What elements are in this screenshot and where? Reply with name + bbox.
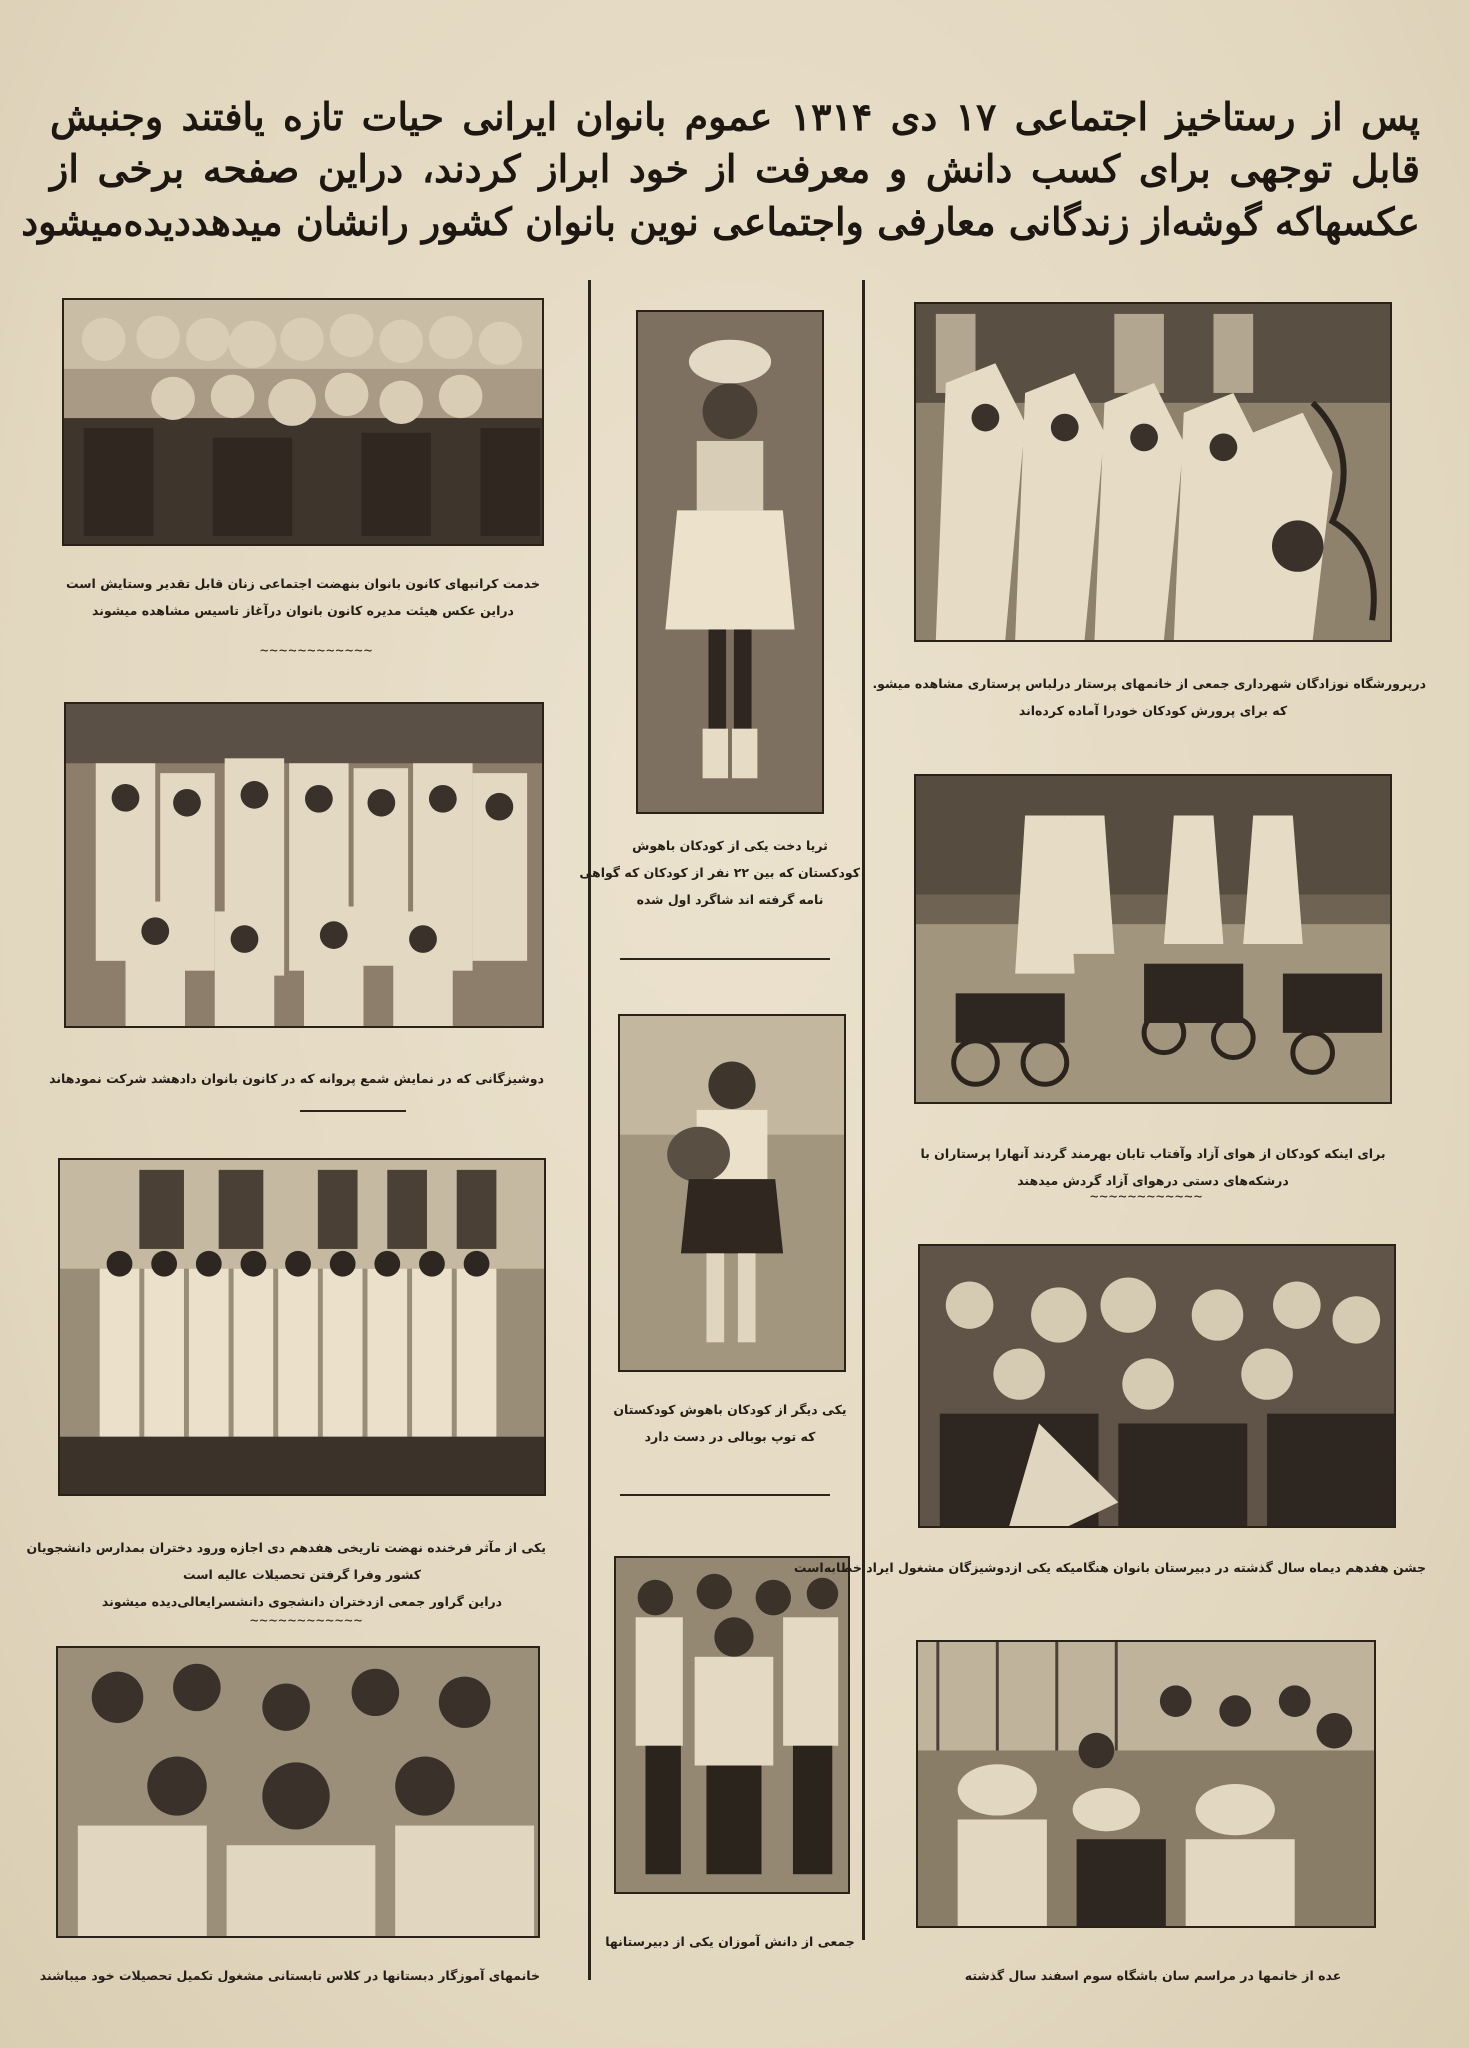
caption-board-of-directors: خدمت کرانبهای کانون بانوان بنهضت اجتماعی زنان قابل تقدیر وستایش است دراین عکس هیئت مدیره کانون بانوان درآغاز تاسیس مشاهده میشوند (66, 576, 540, 618)
caption-nurses-with-prams: برای اینکه کودکان از هوای آزاد وآفتاب تابان بهرمند گردند آنهارا پرستاران با درشکه‌های دستی درهوای آزاد گردش میدهند (920, 1146, 1386, 1188)
caption-high-school-speech: جشن هفدهم دیماه سال گذشته در دبیرستان بانوان هنگامیکه یکی ازدوشیزگان مشغول ایراد خطابه‌است (793, 1560, 1426, 1575)
photo-university-students (58, 1158, 546, 1496)
photo-kindergarten-girl-ball (618, 1014, 846, 1372)
photo-teachers-summer-class (56, 1646, 540, 1938)
divider-rule (620, 1494, 830, 1496)
column-rule-left (588, 280, 591, 1980)
caption-kindergarten-girl-ball: یکی دیگر از کودکان باهوش کودکستان که توپ بوبالی در دست دارد (613, 1402, 847, 1444)
headline-line-1: پس از رستاخیز اجتماعی ۱۷ دی ۱۳۱۴ عموم بانوان ایرانی حیات تازه یافتند وجنبش (50, 94, 1420, 139)
photo-nurses-with-prams (914, 774, 1392, 1104)
caption-university-students: یکی از مآثر فرخنده نهضت تاریخی هفدهم دی اجازه ورود دختران بمدارس دانشجویان کشور وفرا گرفتن تحصیلات عالیه است دراین گراور جمعی ازدختران دانشجوی دانشسرایعالی‌دیده میشوند (26, 1540, 546, 1609)
divider-rule (300, 1110, 406, 1112)
photo-high-school-speech (918, 1244, 1396, 1528)
photo-high-school-students (614, 1556, 850, 1894)
wavy-divider: ~~~~~~~~~~~~ (1090, 1189, 1204, 1205)
photo-board-of-directors (62, 298, 544, 546)
photo-girls-performers (64, 702, 544, 1028)
wavy-divider: ~~~~~~~~~~~~ (260, 643, 374, 659)
caption-teachers-summer-class: خانمهای آموزگار دبستانها در کلاس تابستانی مشغول تکمیل تحصیلات خود میباشند (39, 1968, 540, 1983)
caption-high-school-students: جمعی از دانش آموزان یکی از دبیرستانها (605, 1934, 855, 1949)
photo-kindergarten-girl-soraya (636, 310, 824, 814)
divider-rule (620, 958, 830, 960)
caption-girls-performers: دوشیزگانی که در نمایش شمع پروانه که در کانون بانوان دادهشد شرکت نمودهاند (49, 1071, 544, 1086)
caption-women-at-parade: عده از خانمها در مراسم سان باشگاه سوم اسفند سال گذشته (964, 1968, 1342, 1983)
headline-line-3: عکسهاکه گوشه‌از زندگانی معارفی واجتماعی نوین بانوان کشور رانشان میدهددیده‌میشود (21, 199, 1420, 244)
caption-kindergarten-girl-soraya: ثریا دخت یکی از کودکان باهوش کودکستان که بین ۲۲ نفر از کودکان که گواهی نامه گرفته اند شاگرد اول شده (579, 838, 860, 907)
column-rule-right (862, 280, 865, 1940)
caption-orphanage-nurses: درپرورشگاه نوزادگان شهرداری جمعی از خانمهای پرستار درلباس پرستاری مشاهده میشو. که برای پرورش کودکان خودرا آماده کرده‌اند (872, 676, 1426, 718)
headline-line-2: قابل توجهی برای کسب دانش و معرفت از خود ابراز کردند، دراین صفحه برخی از (50, 146, 1420, 191)
photo-women-at-parade (916, 1640, 1376, 1928)
wavy-divider: ~~~~~~~~~~~~ (250, 1613, 364, 1629)
photo-orphanage-nurses (914, 302, 1392, 642)
